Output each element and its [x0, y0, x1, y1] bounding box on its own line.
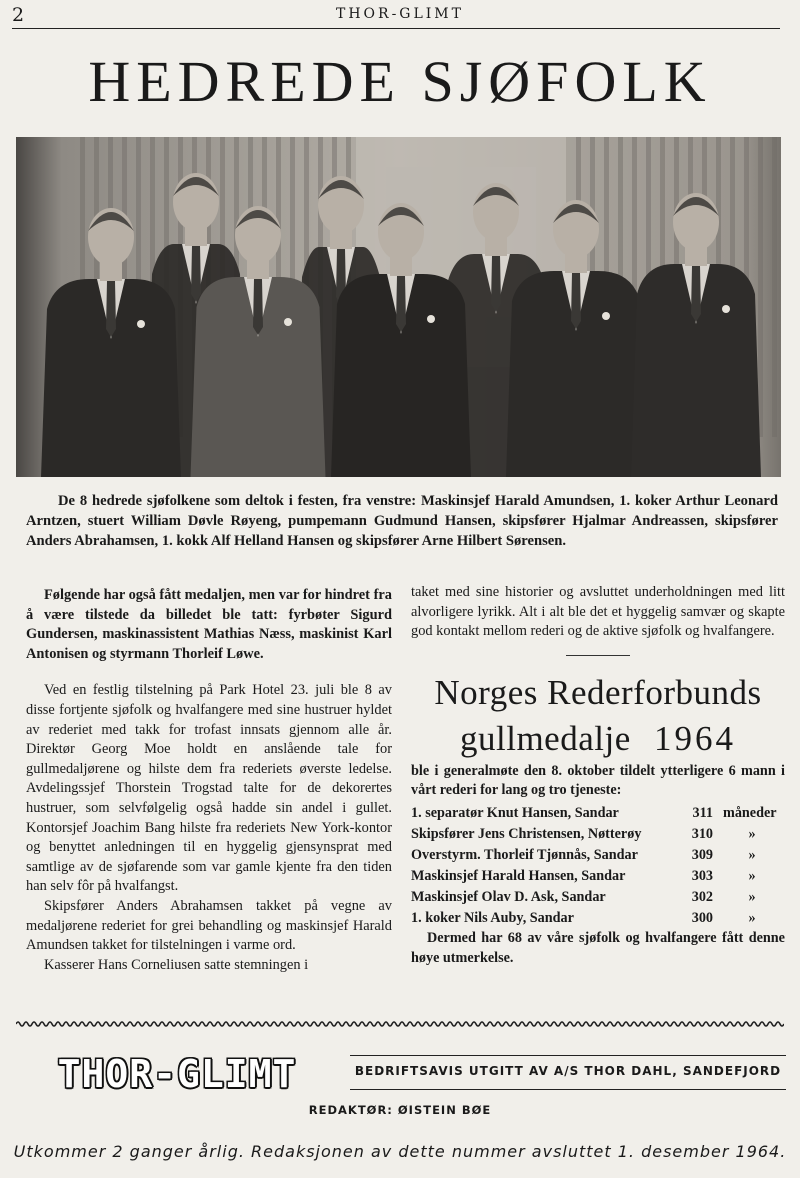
top-rule	[12, 28, 780, 29]
medalist-name: Maskinsjef Harald Hansen, Sandar	[411, 867, 626, 884]
headline: HEDREDE SJØFOLK	[88, 49, 712, 114]
medal-list-row	[411, 845, 785, 866]
service-unit: »	[748, 825, 756, 842]
service-months: 310	[691, 825, 713, 842]
service-unit: »	[748, 846, 756, 863]
service-months: 311	[692, 804, 713, 821]
service-months: 300	[691, 909, 713, 926]
wavy-divider	[16, 1018, 784, 1030]
medal-list-row	[411, 908, 785, 929]
medalist-name: Overstyrm. Thorleif Tjønnås, Sandar	[411, 846, 638, 863]
group-photo-illustration	[16, 137, 781, 477]
closing-note: Dermed har 68 av våre sjøfolk og hvalfangere fått denne høye utmerkelse.	[411, 929, 785, 966]
medal-title	[411, 670, 785, 762]
medal-title-line-1: Norges Rederforbunds	[434, 672, 762, 712]
medal-list-row	[411, 803, 785, 824]
medal-title-line-2	[411, 716, 785, 762]
absent-medalists-note: Følgende har også fått medaljen, men var for hindret fra å være tilstede da billedet ble tatt: fyrbøter Sigurd Gundersen, maskinassistent Mathias Næss, maskinist Karl Antonisen og styrmann Thorleif Løwe.	[26, 587, 392, 662]
service-unit: »	[748, 867, 756, 884]
article-paragraph-3: Kasserer Hans Corneliusen satte stemningen i	[44, 956, 309, 973]
group-photo	[16, 137, 781, 477]
service-unit: måneder	[723, 804, 777, 821]
editor-line: REDAKTØR: ØISTEIN BØE	[308, 1103, 492, 1117]
running-head: THOR-GLIMT	[336, 6, 464, 22]
service-months: 303	[691, 867, 713, 884]
medal-title-year: 1964	[653, 718, 736, 758]
medal-title-word: gullmedalje	[460, 718, 631, 758]
masthead-rule-bottom	[350, 1089, 786, 1090]
masthead-rule-top	[350, 1055, 786, 1056]
article-paragraph-2: Skipsfører Anders Abrahamsen takket på vegne av medaljørene rederiet for grei behandling og maskinsjef Harald Amundsen takket for tilstelningen i varme ord.	[26, 897, 392, 954]
masthead-logo: THOR-GLIMT	[57, 1052, 297, 1096]
medal-list	[411, 803, 785, 929]
service-months: 302	[691, 888, 713, 905]
publication-note: Utkommer 2 ganger årlig. Redaksjonen av dette nummer avsluttet 1. desember 1964.	[13, 1142, 787, 1161]
left-column	[26, 586, 392, 975]
medal-list-row	[411, 866, 785, 887]
service-months: 309	[691, 846, 713, 863]
service-unit: »	[748, 909, 756, 926]
photo-caption: De 8 hedrede sjøfolkene som deltok i festen, fra venstre: Maskinsjef Harald Amundsen, 1. koker Arthur Leonard Arntzen, stuert William Døvle Røyeng, pumpemann Gudmund Hansen, skipsfører Hjalmar Andreassen, skipsfører Anders Abrahamsen, 1. kokk Alf Helland Hansen og skipsfører Arne Hilbert Sørensen.	[26, 493, 778, 549]
masthead	[16, 1052, 786, 1096]
page-number: 2	[12, 4, 25, 26]
service-unit: »	[748, 888, 756, 905]
medal-list-row	[411, 887, 785, 908]
medal-list-row	[411, 824, 785, 845]
medalist-name: 1. koker Nils Auby, Sandar	[411, 909, 574, 926]
right-column	[411, 583, 785, 968]
article-continuation: taket med sine historier og avsluttet underholdningen med litt alvorligere lyrikk. Alt i alt ble det et hyggelig samvær og skapte god kontakt mellom rederi og de aktive sjøfolk og hvalfangere.	[411, 584, 785, 640]
article-paragraph-1: Ved en festlig tilstelning på Park Hotel 23. juli ble 8 av disse fortjente sjøfolk og hvalfangere med sine hustruer hyldet av rederiet med takk for trofast innsats gjennom alle år. Direktør Georg Moe holdt en anslående tale for gullmedaljørene og hilste dem fra rederiets øverste ledelse. Avdelingssjef Thorstein Trogstad talte for de dekorertes hustruer, som selvfølgelig også hadde sin andel i gullet. Kontorsjef Joachim Bang hilste fra rederiets New York-kontor og benyttet anledningen til en hyggelig gjensynsprat med samtlige av de sjøfarende som var gamle kjente fra den tiden han selv fôr på hvalfangst.	[26, 682, 392, 895]
medalist-name: 1. separatør Knut Hansen, Sandar	[411, 804, 619, 821]
medalist-name: Maskinsjef Olav D. Ask, Sandar	[411, 888, 606, 905]
spacer	[26, 664, 392, 681]
medalist-name: Skipsfører Jens Christensen, Nøtterøy	[411, 825, 642, 842]
section-divider	[566, 655, 630, 656]
masthead-subtitle: BEDRIFTSAVIS UTGITT AV A/S THOR DAHL, SANDEFJORD	[354, 1064, 782, 1078]
medal-intro: ble i generalmøte den 8. oktober tildelt ytterligere 6 mann i vårt rederi for lang og tro tjeneste:	[411, 762, 785, 799]
